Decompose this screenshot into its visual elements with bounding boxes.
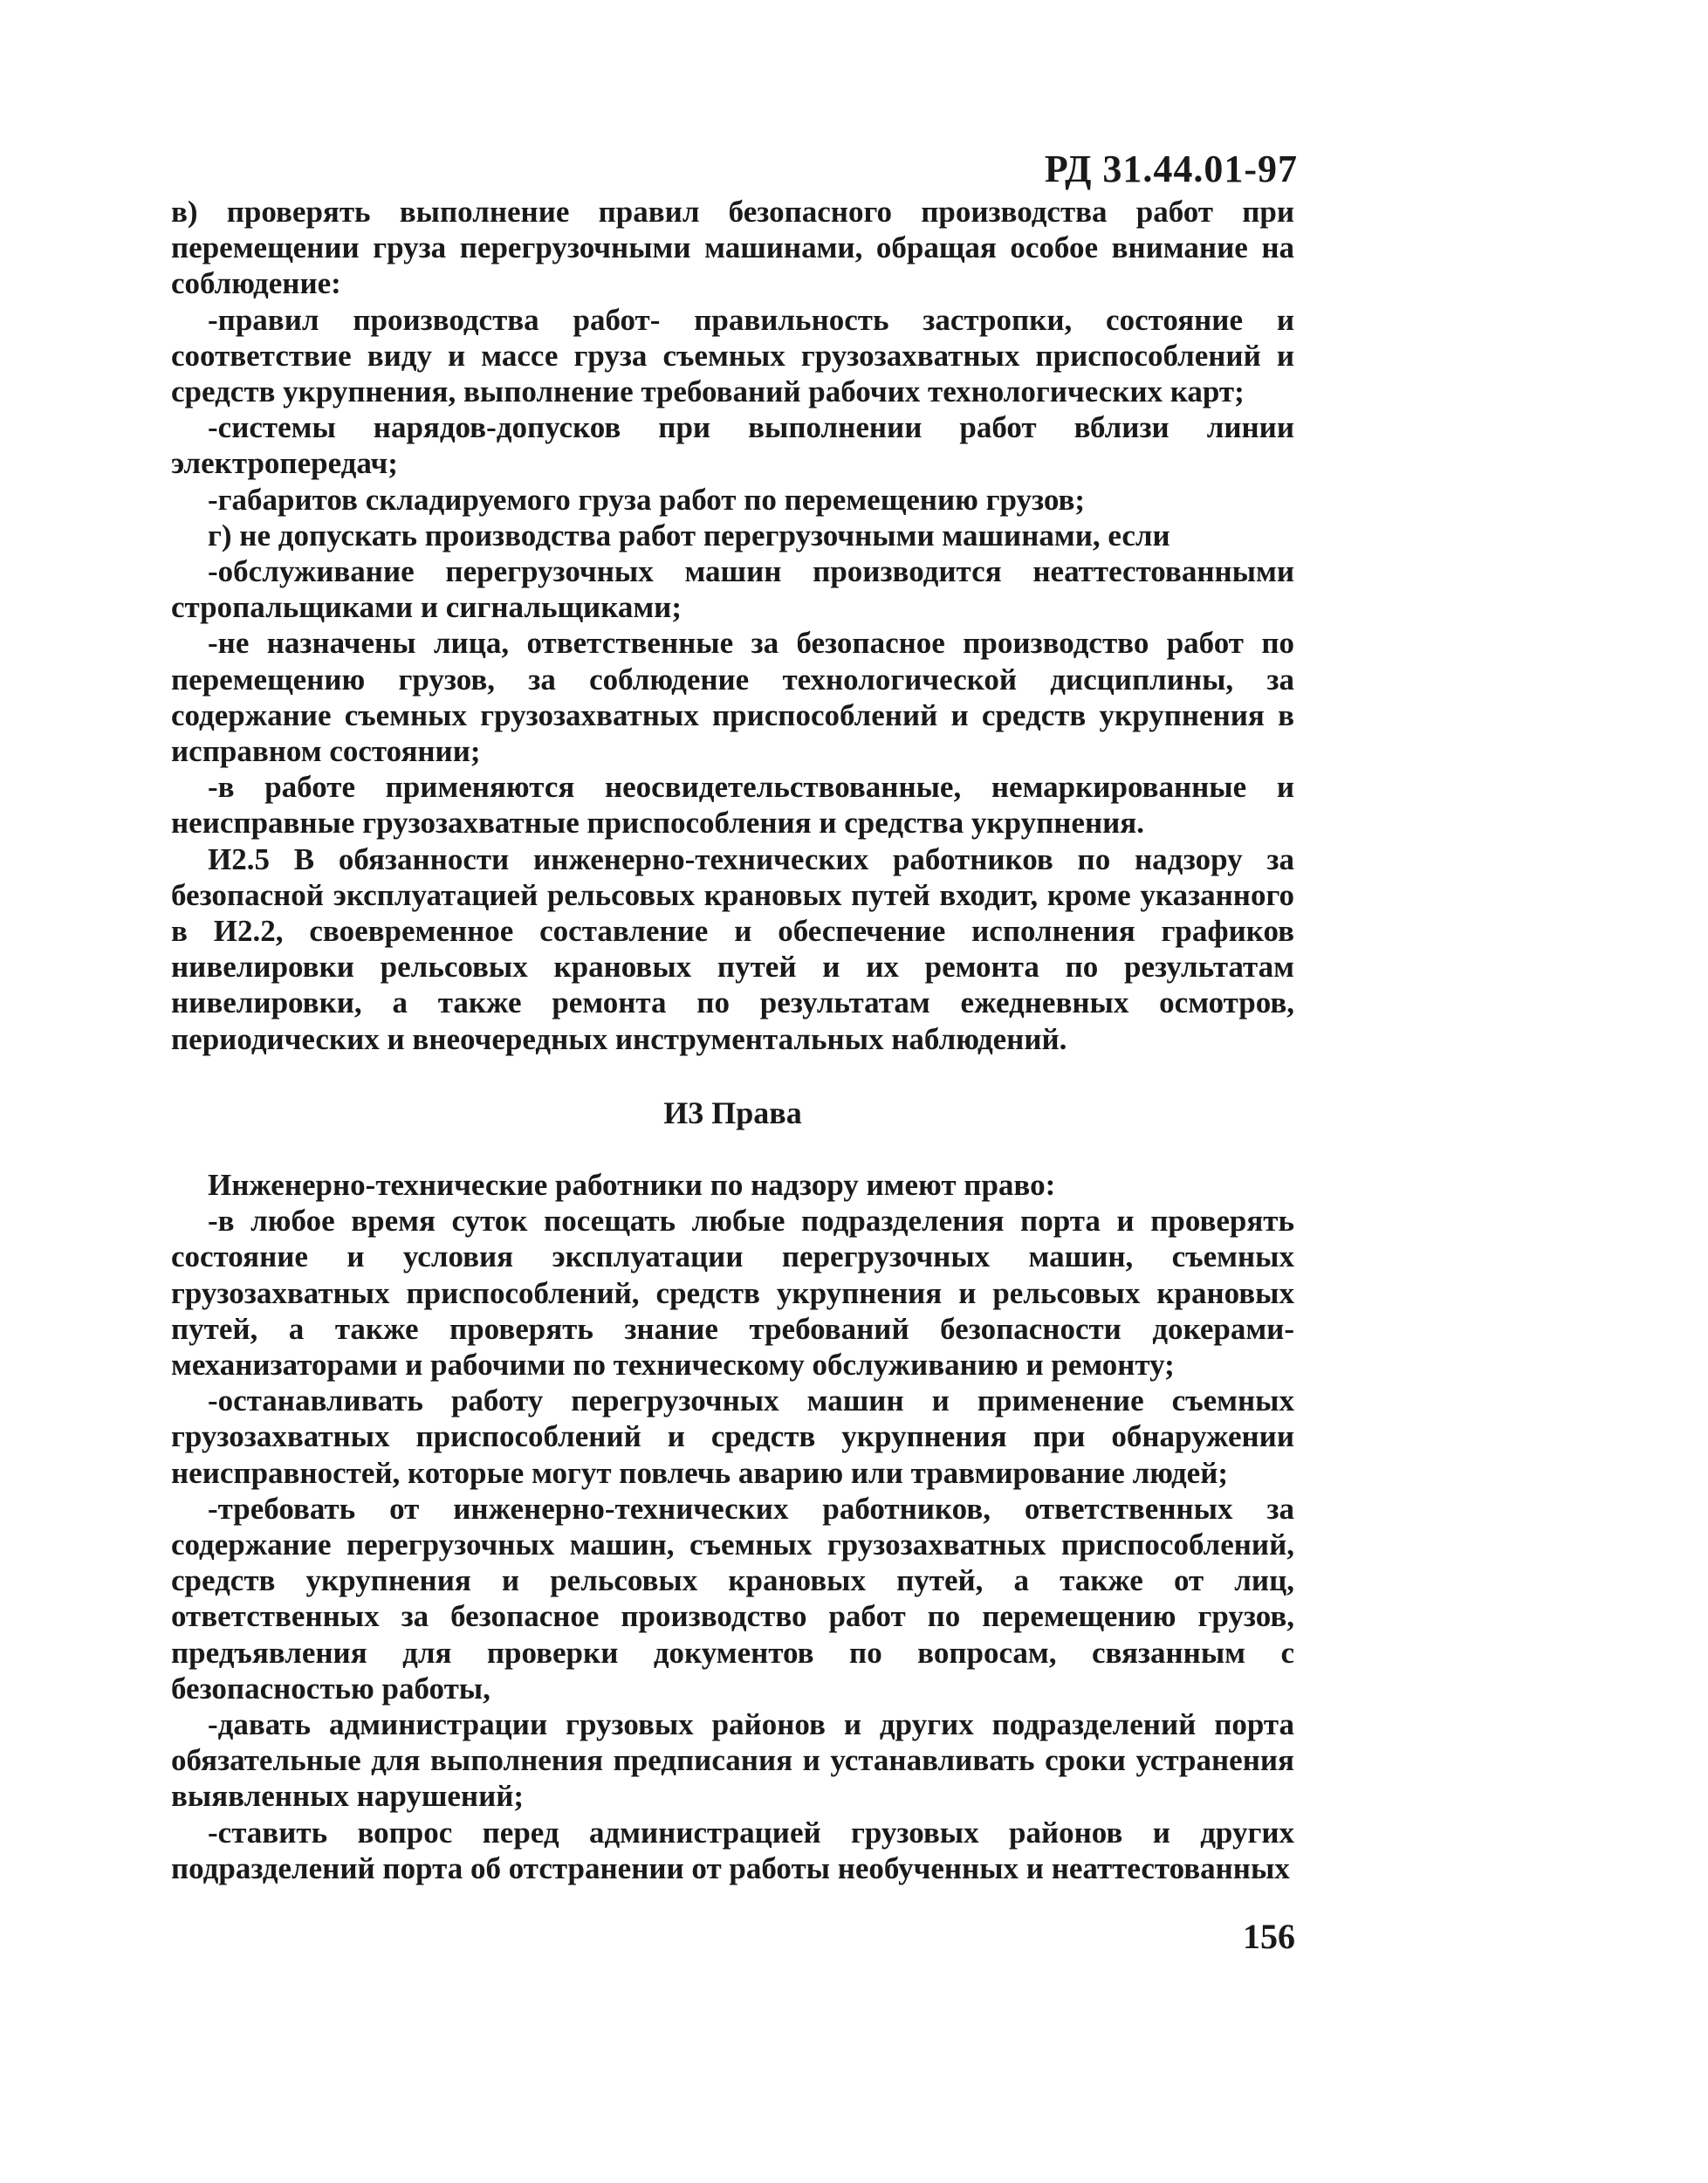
lower-text-block [171, 1167, 1294, 1886]
paragraph: г) не допускать производства работ перегрузочными машинами, если [208, 518, 1170, 553]
paragraph: в) проверять выполнение правил безопасного производства работ при перемещении груза перегрузочными машинами, обращая особое внимание на соблюдение: [171, 195, 1294, 301]
paragraph: -требовать от инженерно-технических работников, ответственных за содержание перегрузочных машин, съемных грузозахватных приспособлений, средств укрупнения и рельсовых крановых путей, а также от лиц, ответственных за безопасное производство работ по перемещению грузов, предъявления для проверки документов по вопросам, связанным с безопасностью работы, [171, 1491, 1294, 1706]
upper-text-block [171, 194, 1294, 1057]
paragraph: -ставить вопрос перед администрацией грузовых районов и других подразделений порта об отстранении от работы необученных и неаттестованных [171, 1815, 1294, 1885]
paragraph: -габаритов складируемого груза работ по перемещению грузов; [208, 482, 1086, 517]
document-code: РД 31.44.01-97 [1044, 148, 1298, 190]
paragraph: -в любое время суток посещать любые подразделения порта и проверять состояние и условия эксплуатации перегрузочных машин, съемных грузозахватных приспособлений, средств укрупнения и рельсовых крановых путей, а также проверять знание требований безопасности докерами-механизаторами и рабочими по техническому обслуживанию и ремонту; [171, 1204, 1294, 1383]
page-number: 156 [1243, 1917, 1295, 1956]
paragraph: И2.5 В обязанности инженерно-технических работников по надзору за безопасной эксплуатацией рельсовых крановых путей входит, кроме указанного в И2.2, своевременное составление и обеспечение исполнения графиков нивелировки рельсовых крановых путей и их ремонта по результатам нивелировки, а также ремонта по результатам ежедневных осмотров, периодических и внеочередных инструментальных наблюдений. [171, 841, 1294, 1056]
paragraph: -в работе применяются неосвидетельствованные, немаркированные и неисправные грузозахватные приспособления и средства укрупнения. [171, 770, 1294, 841]
paragraph: -не назначены лица, ответственные за безопасное производство работ по перемещению грузов, за соблюдение технологической дисциплины, за содержание съемных грузозахватных приспособлений и средств укрупнения в исправном состоянии; [171, 626, 1294, 769]
paragraph: -давать администрации грузовых районов и других подразделений порта обязательные для выполнения предписания и устанавливать сроки устранения выявленных нарушений; [171, 1707, 1294, 1814]
paragraph: -правил производства работ- правильность застропки, состояние и соответствие виду и массе груза съемных грузозахватных приспособлений и средств укрупнения, выполнение требований рабочих технологических карт; [171, 302, 1294, 409]
paragraph: Инженерно-технические работники по надзору имеют право: [208, 1168, 1056, 1202]
paragraph: -обслуживание перегрузочных машин производится неаттестованными стропальщиками и сигнальщиками; [171, 554, 1294, 625]
section-title: И3 Права [663, 1095, 802, 1130]
paragraph: -останавливать работу перегрузочных машин и применение съемных грузозахватных приспособлений и средств укрупнения при обнаружении неисправностей, которые могут повлечь аварию или травмирование людей; [171, 1383, 1294, 1490]
paragraph: -системы нарядов-допусков при выполнении работ вблизи линии электропередач; [171, 410, 1294, 481]
